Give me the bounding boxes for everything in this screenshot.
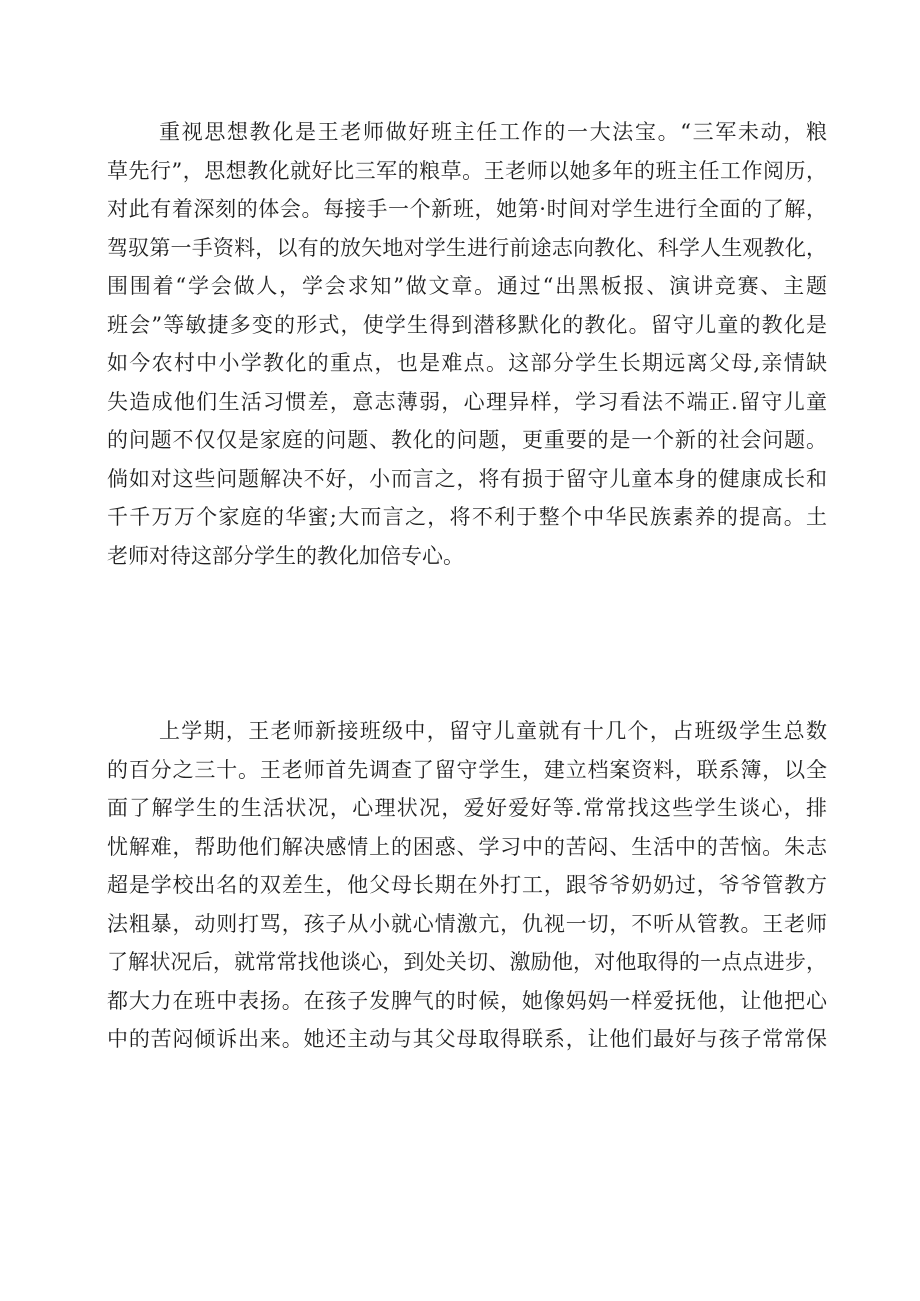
text-line: 超是学校出名的双差生，他父母长期在外打工，跟爷爷奶奶过，爷爷管教方 (107, 873, 827, 897)
text-line: 的百分之三十。王老师首先调查了留守学生，建立档案资料，联系簿，以全 (107, 757, 827, 782)
text-line: 法粗暴，动则打骂，孩子从小就心情激亢，仇视一切，不听从管教。王老师 (107, 911, 827, 936)
paragraph-2 (107, 712, 827, 1059)
text-line: 忧解难，帮助他们解决感情上的困惑、学习中的苦闷、生活中的苦恼。朱志 (107, 834, 827, 859)
text-line: 了解状况后，就常常找他谈心，到处关切、激励他，对他取得的一点点进步， (107, 950, 827, 974)
text-line: 重视思想教化是王老师做好班主任工作的一大法宝。“三军未动，粮 (159, 120, 827, 144)
text-line: 的问题不仅仅是家庭的问题、教化的问题，更重要的是一个新的社会问题。 (107, 428, 827, 452)
text-line: 千千万万个家庭的华蜜;大而言之，将不利于整个中华民族素养的提高。土 (107, 505, 827, 529)
text-line: 围围着“学会做人，学会求知”做文章。通过“出黑板报、演讲竞赛、主题 (107, 274, 827, 298)
text-line: 如今农村中小学教化的重点，也是难点。这部分学生长期远离父母,亲情缺 (107, 351, 827, 375)
text-line: 失造成他们生活习惯差，意志薄弱，心理异样，学习看法不端正.留守儿童 (107, 389, 827, 414)
text-line: 倘如对这些问题解决不好，小而言之，将有损于留守儿童本身的健康成长和 (107, 466, 827, 491)
text-line: 驾驭第一手资料，以有的放矢地对学生进行前途志向教化、科学人生观教化， (107, 235, 827, 260)
text-line: 面了解学生的生活状况，心理状况，爱好爱好等.常常找这些学生谈心，排 (107, 796, 827, 820)
paragraph-1 (107, 113, 827, 575)
text-line: 对此有着深刻的体会。每接手一个新班，她第·时间对学生进行全面的了解， (107, 197, 827, 221)
text-line: 中的苦闷倾诉出来。她还主动与其父母取得联系，让他们最好与孩子常常保 (107, 1027, 827, 1051)
text-line: 草先行”，思想教化就好比三军的粮草。王老师以她多年的班主任工作阅历， (107, 158, 827, 183)
text-line: 老师对待这部分学生的教化加倍专心。 (107, 543, 464, 568)
text-line: 都大力在班中表扬。在孩子发脾气的时候，她像妈妈一样爱抚他，让他把心 (107, 988, 827, 1013)
text-line: 班会”等敏捷多变的形式，使学生得到潜移默化的教化。留守儿童的教化是 (107, 312, 827, 337)
text-line: 上学期，王老师新接班级中，留守儿童就有十几个，占班级学生总数 (159, 719, 827, 743)
